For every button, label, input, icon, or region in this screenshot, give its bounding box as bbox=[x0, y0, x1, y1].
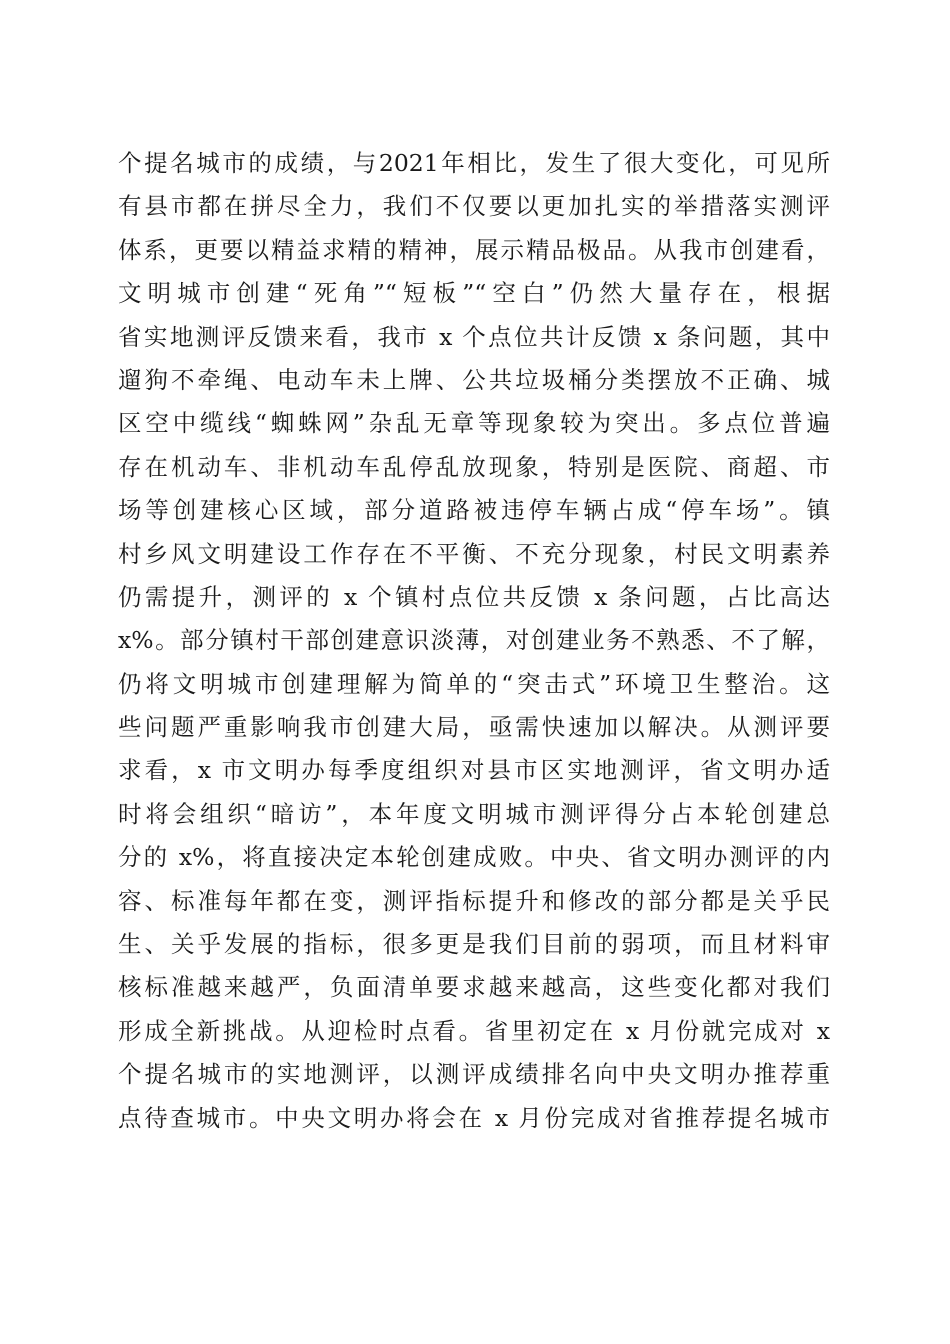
body-text bbox=[118, 142, 830, 1140]
text-line: 个提名城市的成绩，与2021年相比，发生了很大变化，可见所 bbox=[118, 149, 830, 177]
text-line: 场等创建核心区域，部分道路被违停车辆占成“停车场”。镇 bbox=[118, 496, 830, 525]
text-line: 有县市都在拼尽全力，我们不仅要以更加扎实的举措落实测评 bbox=[118, 192, 830, 221]
text-line: 仍需提升，测评的 x 个镇村点位共反馈 x 条问题，占比高达 bbox=[118, 582, 830, 611]
text-line: 核标准越来越严，负面清单要求越来越高，这些变化都对我们 bbox=[118, 973, 830, 1002]
text-line: 区空中缆线“蜘蛛网”杂乱无章等现象较为突出。多点位普遍 bbox=[118, 409, 830, 438]
text-line: 求看，x 市文明办每季度组织对县市区实地测评，省文明办适 bbox=[118, 756, 830, 785]
text-line: 个提名城市的实地测评，以测评成绩排名向中央文明办推荐重 bbox=[118, 1060, 830, 1089]
text-line: 体系，更要以精益求精的精神，展示精品极品。从我市创建看， bbox=[118, 235, 830, 264]
text-line: 容、标准每年都在变，测评指标提升和修改的部分都是关乎民 bbox=[118, 886, 830, 915]
text-line: 存在机动车、非机动车乱停乱放现象，特别是医院、商超、市 bbox=[118, 452, 830, 481]
text-line: 分的 x%，将直接决定本轮创建成败。中央、省文明办测评的内 bbox=[118, 843, 830, 872]
text-line: 时将会组织“暗访”，本年度文明城市测评得分占本轮创建总 bbox=[118, 799, 830, 828]
text-line: 仍将文明城市创建理解为简单的“突击式”环境卫生整治。这 bbox=[118, 669, 830, 698]
text-line: 形成全新挑战。从迎检时点看。省里初定在 x 月份就完成对 x bbox=[118, 1016, 830, 1045]
text-line: 文明城市创建“死角”“短板”“空白”仍然大量存在，根据 bbox=[118, 279, 830, 308]
text-line: 遛狗不牵绳、电动车未上牌、公共垃圾桶分类摆放不正确、城 bbox=[118, 365, 830, 394]
text-line: x%。部分镇村干部创建意识淡薄，对创建业务不熟悉、不了解， bbox=[118, 626, 830, 655]
text-line: 些问题严重影响我市创建大局，亟需快速加以解决。从测评要 bbox=[118, 713, 830, 742]
text-line: 省实地测评反馈来看，我市 x 个点位共计反馈 x 条问题，其中 bbox=[118, 322, 830, 351]
text-line: 点待查城市。中央文明办将会在 x 月份完成对省推荐提名城市 bbox=[118, 1103, 830, 1132]
text-line: 村乡风文明建设工作存在不平衡、不充分现象，村民文明素养 bbox=[118, 539, 830, 568]
text-line: 生、关乎发展的指标，很多更是我们目前的弱项，而且材料审 bbox=[118, 930, 830, 959]
